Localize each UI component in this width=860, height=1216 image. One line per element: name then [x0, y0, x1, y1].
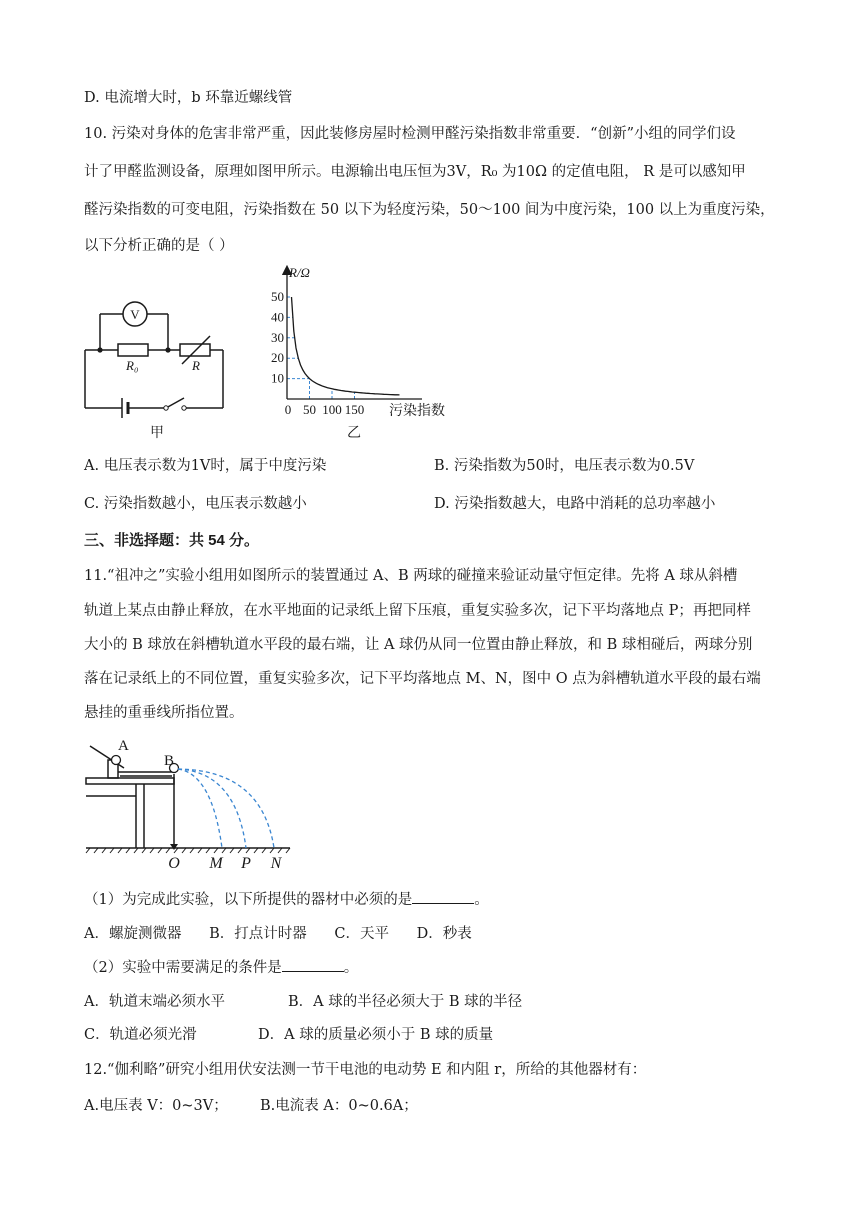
q10-stem-line2: 计了甲醛监测设备，原理如图甲所示。电源输出电压恒为3V，R₀ 为10Ω 的定值电阻， R 是可以感知甲	[84, 164, 746, 180]
origin-label: 0	[284, 402, 292, 417]
label-b: B	[164, 753, 175, 769]
y-tick-label: 20	[271, 350, 284, 366]
answer-blank-1[interactable]	[412, 889, 474, 904]
switch-icon	[166, 398, 184, 408]
q10-option-c: C. 污染指数越小，电压表示数越小	[84, 496, 307, 512]
resistance-curve	[292, 297, 400, 395]
q12-stem-line1: 12.“伽利略”研究小组用伏安法测一节干电池的电动势 E 和内阻 r，所给的其他器材有：	[84, 1062, 647, 1078]
graph-caption: 乙	[347, 426, 361, 441]
q10-option-b: B. 污染指数为50时，电压表示数为0.5V	[434, 458, 695, 474]
q12-stem-line2: A.电压表 V：0~3V； B.电流表 A：0~0.6A；	[84, 1098, 418, 1114]
table-top	[86, 778, 174, 784]
y-tick-label: 10	[271, 370, 284, 386]
trajectory-m	[178, 769, 222, 848]
r-label: R	[192, 358, 200, 373]
trajectory-p	[178, 769, 246, 848]
x-tick-label: 50	[303, 402, 316, 417]
q11-sub2-option-b: B．A 球的半径必须大于 B 球的半径	[288, 994, 523, 1010]
label-m: M	[209, 855, 223, 872]
q11-sub2-option-d: D．A 球的质量必须小于 B 球的质量	[258, 1027, 494, 1043]
q10-stem-line3: 醛污染指数的可变电阻，污染指数在 50 以下为轻度污染，50～100 间为中度污染，100 以上为重度污染，	[84, 202, 775, 218]
q11-sub2-option-c: C．轨道必须光滑	[84, 1027, 197, 1043]
q10-stem-line4: 以下分析正确的是（ ）	[84, 238, 234, 254]
q11-sub1-options: A．螺旋测微器 B．打点计时器 C．天平 D．秒表	[84, 926, 472, 942]
q10-option-a: A. 电压表示数为1V时，属于中度污染	[84, 458, 327, 474]
q11-sub2-end: 。	[343, 960, 359, 976]
q11-sub2-text: （2）实验中需要满足的条件是	[84, 960, 282, 976]
label-o: O	[168, 855, 180, 872]
q10-stem-line1: 10. 污染对身体的危害非常严重，因此装修房屋时检测甲醛污染指数非常重要．“创新”小组的同学们设	[84, 126, 736, 142]
q11-sub1-end: 。	[474, 892, 489, 908]
section-3-heading: 三、非选择题：共 54 分。	[84, 532, 260, 549]
ball-a	[112, 756, 121, 765]
q11-stem-line3: 大小的 B 球放在斜槽轨道水平段的最右端，让 A 球仍从同一位置由静止释放，和 B 球相碰后，两球分别	[84, 637, 753, 653]
y-tick-label: 30	[271, 329, 284, 345]
fixed-resistor-r0	[118, 344, 148, 356]
r0-label: R₀	[126, 358, 139, 373]
circuit-diagram	[80, 292, 230, 442]
y-axis-label: R/Ω	[289, 265, 310, 280]
q11-stem-line4: 落在记录纸上的不同位置，重复实验多次，记下平均落地点 M、N，图中 O 点为斜槽轨道水平段的最右端	[84, 671, 761, 687]
voltmeter-label: V	[130, 307, 140, 322]
x-tick-label: 150	[344, 402, 365, 417]
q10-option-d: D. 污染指数越大，电路中消耗的总功率越小	[434, 496, 716, 512]
q11-stem-line5: 悬挂的重垂线所指位置。	[84, 705, 244, 721]
y-tick-label: 40	[271, 309, 284, 325]
q9-option-d: D. 电流增大时，b 环靠近螺线管	[84, 90, 293, 106]
q11-sub2	[84, 957, 358, 978]
x-tick-label: 100	[322, 402, 342, 417]
trajectory-n	[178, 769, 274, 848]
label-n: N	[270, 855, 282, 872]
label-a: A	[118, 738, 129, 754]
x-axis-label: 污染指数	[389, 404, 445, 419]
resistance-graph	[262, 262, 462, 442]
circuit-caption: 甲	[150, 426, 164, 441]
q11-sub1	[84, 889, 489, 910]
q11-sub2-option-a: A．轨道末端必须水平	[84, 994, 225, 1010]
q11-stem-line1: 11.“祖冲之”实验小组用如图所示的装置通过 A、B 两球的碰撞来验证动量守恒定律。先将 A 球从斜槽	[84, 568, 738, 584]
q11-sub1-text: （1）为完成此实验，以下所提供的器材中必须的是	[84, 892, 413, 908]
label-p: P	[241, 855, 251, 872]
collision-apparatus-figure	[84, 738, 294, 874]
y-tick-label: 50	[271, 289, 284, 304]
q11-stem-line2: 轨道上某点由静止释放，在水平地面的记录纸上留下压痕，重复实验多次，记下平均落地点 P；再把同样	[84, 603, 751, 619]
answer-blank-2[interactable]	[282, 957, 344, 972]
